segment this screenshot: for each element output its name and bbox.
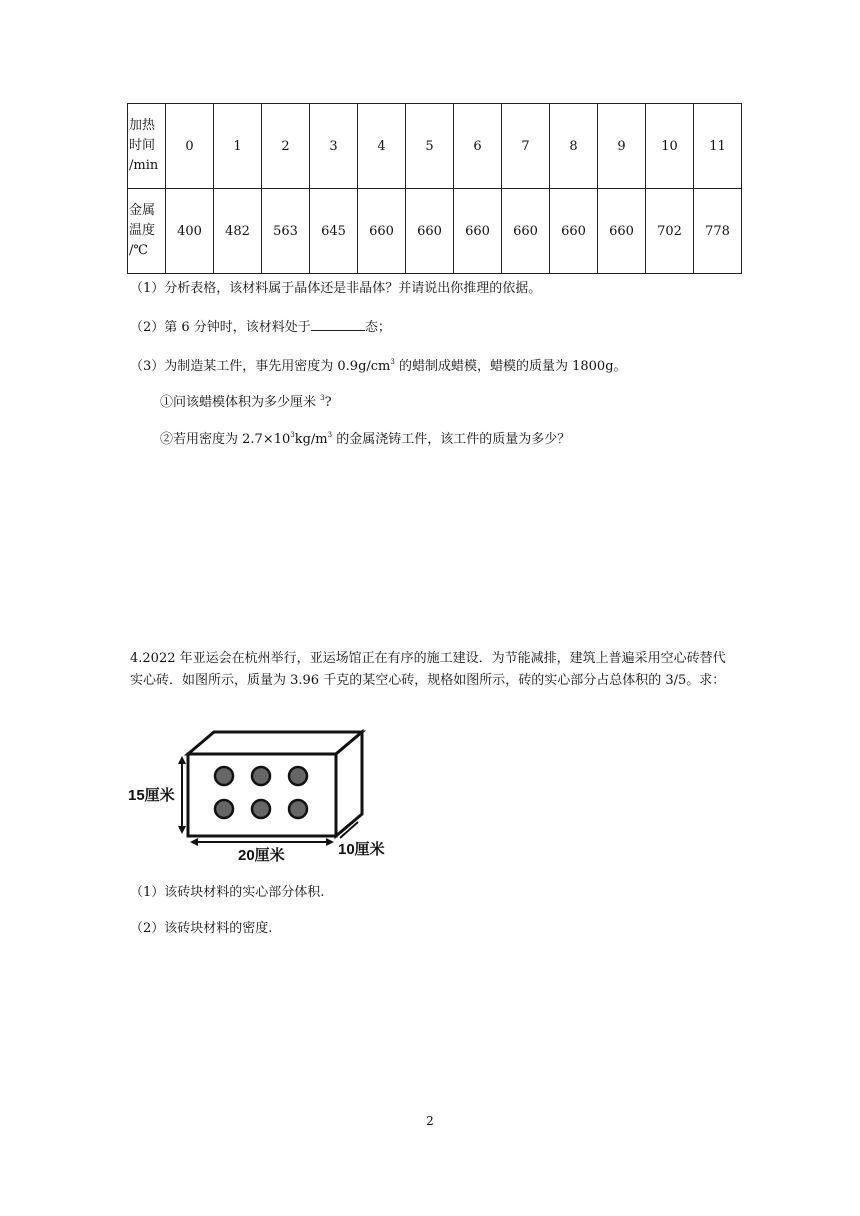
question-3-part1 [160,389,332,412]
question-3-sub2 [130,318,391,337]
width-dimension-arrow [190,838,334,846]
table-cell: 2 [262,104,310,189]
part1-text-end: ? [324,395,332,410]
table-cell: 11 [694,104,742,189]
width-label: 20厘米 [238,847,285,864]
table-cell: 8 [550,104,598,189]
sub2-text-end: 态； [364,320,391,335]
table-cell: 660 [454,189,502,274]
part1-text: ①问该蜡模体积为多少厘米 [160,395,321,410]
table-row-time [128,104,742,189]
table-cell: 482 [214,189,262,274]
table-cell: 6 [454,104,502,189]
table-cell: 660 [598,189,646,274]
header-line: 温度 [129,223,156,238]
part2-unit: kg/m [294,432,328,447]
part2-text: ②若用密度为 2.7×10 [160,432,291,447]
table-cell: 660 [358,189,406,274]
table-cell: 660 [406,189,454,274]
superscript: 3 [320,394,325,402]
heating-data-table [127,103,742,274]
brick-top-face [188,732,362,754]
superscript: 3 [290,431,295,439]
header-line: 时间 [129,138,156,153]
table-cell: 0 [166,104,214,189]
table-cell: 778 [694,189,742,274]
table-cell: 645 [310,189,358,274]
sub3-text-end: 的蜡制成蜡模，蜡模的质量为 1800g。 [394,359,627,374]
table-cell: 660 [550,189,598,274]
table-cell: 3 [310,104,358,189]
superscript: 3 [390,358,395,366]
question-4-text: 4.2022 年亚运会在杭州举行，亚运场馆正在有序的施工建设．为节能减排，建筑上普遍采用空心砖替代实心砖．如图所示，质量为 3.96 千克的某空心砖，规格如图所示，砖的实心部分占总体积的 3/5。求： [130,651,726,688]
table-cell: 702 [646,189,694,274]
table-cell: 7 [502,104,550,189]
sub2-text: （2）第 6 分钟时，该材料处于 [130,320,311,335]
row-header-time [128,104,166,189]
table-cell: 5 [406,104,454,189]
table-cell: 660 [502,189,550,274]
answer-blank [311,318,365,331]
table-cell: 1 [214,104,262,189]
table-cell: 9 [598,104,646,189]
question-4-sub2: （2）该砖块材料的密度. [130,921,273,936]
table-cell: 563 [262,189,310,274]
table-row-temperature [128,189,742,274]
height-dimension-arrow [178,756,186,834]
sub3-text: （3）为制造某工件，事先用密度为 0.9g/cm [130,359,391,374]
hollow-brick-figure [126,726,396,866]
height-label: 15厘米 [128,787,175,804]
header-line: /min [129,158,159,173]
question-3-sub1: （1）分析表格，该材料属于晶体还是非晶体？并请说出你推理的依据。 [130,281,542,296]
question-3-part2 [160,426,570,449]
page-number: 2 [426,1114,434,1128]
question-4-sub1: （1）该砖块材料的实心部分体积. [130,885,325,900]
header-line: 金属 [129,203,156,218]
table-cell: 400 [166,189,214,274]
depth-label: 10厘米 [338,841,385,858]
row-header-temperature [128,189,166,274]
table-cell: 4 [358,104,406,189]
part2-text-end: 的金属浇铸工件，该工件的质量为多少？ [332,432,571,447]
question-3-sub3 [130,353,627,376]
header-line: /℃ [129,243,148,258]
table-cell: 10 [646,104,694,189]
superscript: 3 [327,431,333,439]
header-line: 加热 [129,118,156,133]
